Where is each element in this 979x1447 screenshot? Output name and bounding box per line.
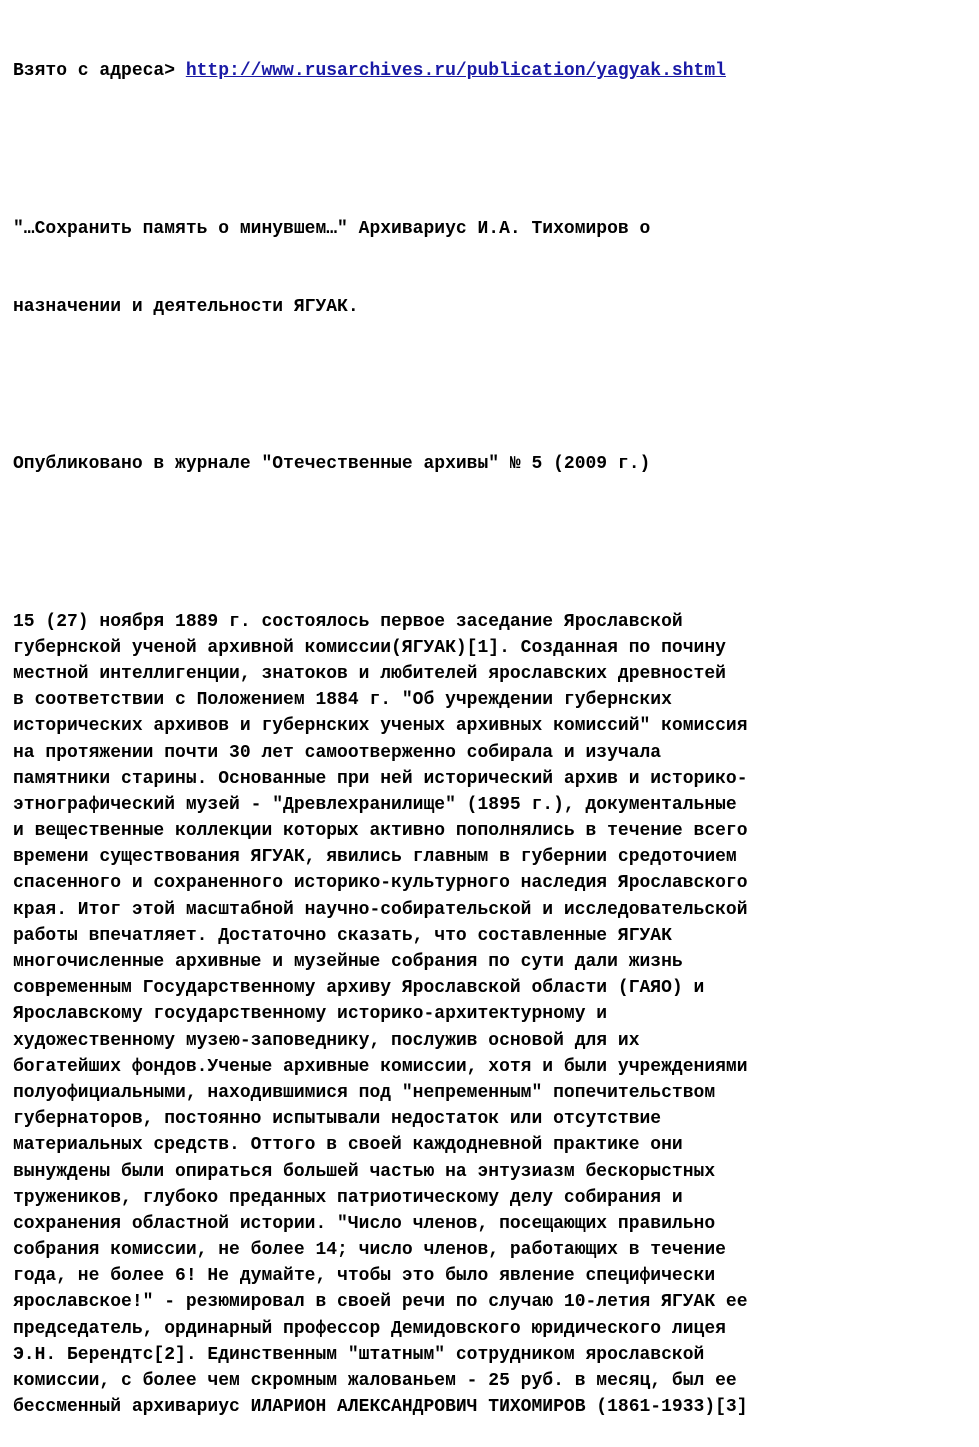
body-line: исторических архивов и губернских ученых архивных комиссий" комиссия (13, 716, 748, 737)
body-line: тружеников, глубоко преданных патриотическому делу собирания и (13, 1187, 683, 1208)
body-line: в соответствии с Положением 1884 г. "Об учреждении губернских (13, 690, 672, 711)
body-line: работы впечатляет. Достаточно сказать, что составленные ЯГУАК (13, 925, 672, 946)
body-line: спасенного и сохраненного историко-культурного наследия Ярославского (13, 873, 748, 894)
spacer (13, 137, 973, 163)
body-line: богатейших фондов.Ученые архивные комиссии, хотя и были учреждениями (13, 1056, 748, 1077)
body-line: ярославское!" - резюмировал в своей речи по случаю 10-летия ЯГУАК ее (13, 1292, 748, 1313)
body-line: местной интеллигенции, знатоков и любителей ярославских древностей (13, 663, 726, 684)
body-line: современным Государственному архиву Ярославской области (ГАЯО) и (13, 978, 705, 999)
body-line: председатель, ординарный профессор Демидовского юридического лицея (13, 1318, 726, 1339)
body-line: края. Итог этой масштабной научно-собирательской и исследовательской (13, 899, 748, 920)
body-line: времени существования ЯГУАК, явились главным в губернии средоточием (13, 847, 737, 868)
document-page (13, 6, 973, 1447)
body-line: 15 (27) ноября 1889 г. состоялось первое заседание Ярославской (13, 611, 683, 632)
body-line: художественному музею-заповеднику, послужив основой для их (13, 1030, 640, 1051)
publication-note: Опубликовано в журнале "Отечественные архивы" № 5 (2009 г.) (13, 454, 651, 475)
body-line: полуофициальными, находившимися под "непременным" попечительством (13, 1082, 716, 1103)
body-line: этнографический музей - "Древлехранилище" (1895 г.), документальные (13, 794, 737, 815)
spacer (13, 530, 973, 556)
body-line: на протяжении почти 30 лет самоотверженно собирала и изучала (13, 742, 662, 763)
body-line: памятники старины. Основанные при ней исторический архив и историко- (13, 768, 748, 789)
title-line-2: назначении и деятельности ЯГУАК. (13, 297, 359, 318)
body-line: года, не более 6! Не думайте, чтобы это было явление специфически (13, 1266, 716, 1287)
body-line: комиссии, с более чем скромным жалованьем - 25 руб. в месяц, был ее (13, 1371, 737, 1391)
body-line: губернаторов, постоянно испытывали недостаток или отсутствие (13, 1109, 662, 1130)
source-url-link[interactable]: http://www.rusarchives.ru/publication/yagyak.shtml (185, 61, 726, 82)
source-line (13, 58, 973, 84)
body-line: многочисленные архивные и музейные собрания по сути дали жизнь (13, 952, 683, 972)
body-line: материальных средств. Оттого в своей каждодневной практике они (13, 1135, 683, 1156)
body-line: Э.Н. Берендтс[2]. Единственным "штатным" сотрудником ярославской (13, 1344, 705, 1365)
body-line: Ярославскому государственному историко-архитектурному и (13, 1004, 608, 1025)
body-line: вынуждены были опираться большей частью на энтузиазм бескорыстных (13, 1161, 716, 1182)
body-line: собрания комиссии, не более 14; число членов, работающих в течение (13, 1240, 726, 1261)
body-line: и вещественные коллекции которых активно пополнялись в течение всего (13, 821, 748, 842)
body-line: губернской ученой архивной комиссии(ЯГУАК)[1]. Созданная по почину (13, 637, 726, 658)
article-body (13, 609, 973, 1421)
body-line: сохранения областной истории. "Число членов, посещающих правильно (13, 1213, 716, 1234)
spacer (13, 373, 973, 399)
title-line-1: "…Сохранить память о минувшем…" Архивариус И.А. Тихомиров о (13, 218, 651, 239)
body-line: бессменный архивариус ИЛАРИОН АЛЕКСАНДРОВИЧ ТИХОМИРОВ (1861-1933)[3] (13, 1397, 748, 1418)
source-prefix: Взято с адреса> (13, 61, 186, 82)
